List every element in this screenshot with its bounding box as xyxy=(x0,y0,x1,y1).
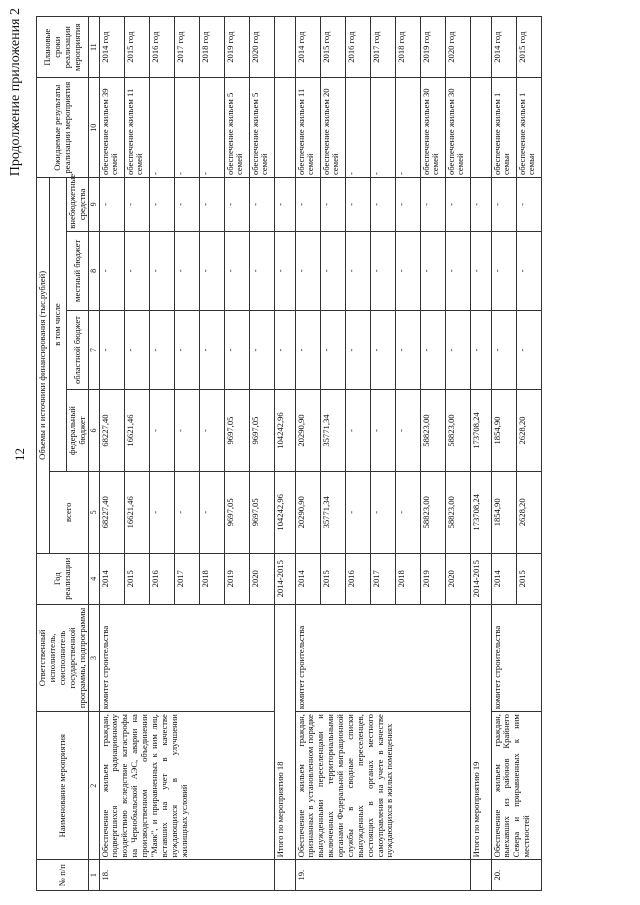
column-numbers-row xyxy=(89,17,99,891)
header-no: № п/п xyxy=(37,860,89,891)
result-cell: - xyxy=(345,78,370,178)
item-name: Обеспечение жильем граждан, выехавших из районов Крайнего Севера и приравненных к ним местностей xyxy=(491,712,541,860)
local-cell: - xyxy=(124,231,149,310)
regional-cell: - xyxy=(370,310,395,389)
term-cell: 2020 год xyxy=(249,17,274,78)
term-cell: 2018 год xyxy=(199,17,224,78)
total-cell: 68227,40 xyxy=(99,471,124,553)
total-row xyxy=(470,17,491,891)
result-cell: - xyxy=(199,78,224,178)
regional-cell: - xyxy=(224,310,249,389)
year-cell: 2015 xyxy=(124,553,149,604)
total-sum: 173708,24 xyxy=(470,471,491,553)
total-cell: 9697,05 xyxy=(249,471,274,553)
header-local: местный бюджет xyxy=(66,231,89,310)
year-cell: 2014 xyxy=(295,553,320,604)
federal-cell: - xyxy=(199,390,224,472)
extra-cell: - xyxy=(295,178,320,232)
item-number: 18. xyxy=(99,860,274,891)
total-extra: - xyxy=(470,178,491,232)
result-cell: - xyxy=(174,78,199,178)
local-cell: - xyxy=(99,231,124,310)
column-number: 1 xyxy=(89,860,99,891)
total-result-empty xyxy=(470,78,491,178)
header-funding: Объемы и источники финансирования (тыс.рублей) xyxy=(37,178,50,554)
total-cell: - xyxy=(149,471,174,553)
year-cell: 2015 xyxy=(516,553,541,604)
program-table xyxy=(36,16,542,891)
result-cell: - xyxy=(370,78,395,178)
result-cell: обеспечение жильем 5 семей xyxy=(249,78,274,178)
year-cell: 2019 xyxy=(224,553,249,604)
table-body xyxy=(99,17,541,891)
header-incl: в том числе xyxy=(49,178,66,472)
extra-cell: - xyxy=(174,178,199,232)
total-label: Итого по мероприятию 18 xyxy=(274,604,295,860)
local-cell: - xyxy=(445,231,470,310)
header-results: Ожидаемые результаты реализации мероприятия xyxy=(37,78,89,178)
local-cell: - xyxy=(345,231,370,310)
total-local: - xyxy=(274,231,295,310)
local-cell: - xyxy=(295,231,320,310)
total-extra: - xyxy=(274,178,295,232)
term-cell: 2019 год xyxy=(224,17,249,78)
term-cell: 2014 год xyxy=(295,17,320,78)
total-term-empty xyxy=(470,17,491,78)
year-cell: 2014 xyxy=(491,553,516,604)
extra-cell: - xyxy=(420,178,445,232)
item-responsible: комитет строительства xyxy=(491,604,541,711)
result-cell: обеспечение жильем 11 семей xyxy=(124,78,149,178)
federal-cell: - xyxy=(149,390,174,472)
local-cell: - xyxy=(491,231,516,310)
federal-cell: 16621,46 xyxy=(124,390,149,472)
total-label: Итого по мероприятию 19 xyxy=(470,604,491,860)
regional-cell: - xyxy=(124,310,149,389)
regional-cell: - xyxy=(516,310,541,389)
local-cell: - xyxy=(516,231,541,310)
result-cell: обеспечение жильем 20 семей xyxy=(320,78,345,178)
header-responsible: Ответственный исполнитель, соисполнитель государственной программы, подпрограммы xyxy=(37,604,89,711)
result-cell: - xyxy=(149,78,174,178)
item-name: Обеспечение жильем граждан, признанных в установленном порядке вынужденными переселенцами и включенных территориальными органами Федеральной миграционной службы в сводные списки вынужденных переселенцев, состоящих в органах местного самоуправления на учете в качестве нуждающихся в жилых помещениях xyxy=(295,712,470,860)
page-number: 12 xyxy=(12,448,27,461)
year-cell: 2020 xyxy=(445,553,470,604)
total-cell: 16621,46 xyxy=(124,471,149,553)
extra-cell: - xyxy=(249,178,274,232)
column-number: 9 xyxy=(89,178,99,232)
regional-cell: - xyxy=(445,310,470,389)
year-cell: 2016 xyxy=(149,553,174,604)
regional-cell: - xyxy=(199,310,224,389)
extra-cell: - xyxy=(124,178,149,232)
year-cell: 2017 xyxy=(370,553,395,604)
total-sum: 104242,96 xyxy=(274,471,295,553)
year-cell: 2015 xyxy=(320,553,345,604)
total-row xyxy=(274,17,295,891)
total-cell: 9697,05 xyxy=(224,471,249,553)
term-cell: 2015 год xyxy=(124,17,149,78)
result-cell: обеспечение жильем 1 семьи xyxy=(516,78,541,178)
header-terms: Плановые сроки реализации мероприятия xyxy=(37,17,89,78)
result-cell: обеспечение жильем 1 семьи xyxy=(491,78,516,178)
total-regional: - xyxy=(274,310,295,389)
total-term-empty xyxy=(274,17,295,78)
federal-cell: - xyxy=(174,390,199,472)
total-cell: 58823,00 xyxy=(445,471,470,553)
header-extra: внебюджетные средства xyxy=(66,178,89,232)
regional-cell: - xyxy=(174,310,199,389)
total-year: 2014-2015 xyxy=(470,553,491,604)
term-cell: 2017 год xyxy=(174,17,199,78)
total-federal: 173708,24 xyxy=(470,390,491,472)
federal-cell: 2628,20 xyxy=(516,390,541,472)
local-cell: - xyxy=(174,231,199,310)
local-cell: - xyxy=(249,231,274,310)
total-year: 2014-2015 xyxy=(274,553,295,604)
extra-cell: - xyxy=(320,178,345,232)
extra-cell: - xyxy=(345,178,370,232)
regional-cell: - xyxy=(249,310,274,389)
column-number: 5 xyxy=(89,471,99,553)
item-number: 19. xyxy=(295,860,470,891)
total-cell: 2628,20 xyxy=(516,471,541,553)
column-number: 2 xyxy=(89,712,99,860)
result-cell: обеспечение жильем 39 семей xyxy=(99,78,124,178)
column-number: 6 xyxy=(89,390,99,472)
term-cell: 2016 год xyxy=(149,17,174,78)
item-responsible: комитет строительства xyxy=(295,604,470,711)
local-cell: - xyxy=(224,231,249,310)
result-cell: обеспечение жильем 30 семей xyxy=(420,78,445,178)
total-empty xyxy=(274,860,295,891)
regional-cell: - xyxy=(420,310,445,389)
total-cell: - xyxy=(345,471,370,553)
regional-cell: - xyxy=(149,310,174,389)
column-number: 8 xyxy=(89,231,99,310)
table-row xyxy=(491,17,516,891)
extra-cell: - xyxy=(516,178,541,232)
table-row xyxy=(99,17,124,891)
continuation-title: Продолжение приложения 2 xyxy=(8,8,23,177)
year-cell: 2017 xyxy=(174,553,199,604)
column-number: 4 xyxy=(89,553,99,604)
term-cell: 2015 год xyxy=(516,17,541,78)
total-cell: 1854,90 xyxy=(491,471,516,553)
term-cell: 2016 год xyxy=(345,17,370,78)
year-cell: 2020 xyxy=(249,553,274,604)
extra-cell: - xyxy=(395,178,420,232)
total-regional: - xyxy=(470,310,491,389)
extra-cell: - xyxy=(149,178,174,232)
local-cell: - xyxy=(395,231,420,310)
total-cell: 20290,90 xyxy=(295,471,320,553)
local-cell: - xyxy=(149,231,174,310)
extra-cell: - xyxy=(445,178,470,232)
column-number: 10 xyxy=(89,78,99,178)
local-cell: - xyxy=(370,231,395,310)
term-cell: 2019 год xyxy=(420,17,445,78)
column-number: 3 xyxy=(89,604,99,711)
year-cell: 2019 xyxy=(420,553,445,604)
item-number: 20. xyxy=(491,860,541,891)
result-cell: обеспечение жильем 5 семей xyxy=(224,78,249,178)
local-cell: - xyxy=(420,231,445,310)
total-cell: - xyxy=(370,471,395,553)
regional-cell: - xyxy=(345,310,370,389)
total-cell: 35771,34 xyxy=(320,471,345,553)
regional-cell: - xyxy=(320,310,345,389)
federal-cell: - xyxy=(395,390,420,472)
federal-cell: - xyxy=(370,390,395,472)
result-cell: обеспечение жильем 11 семей xyxy=(295,78,320,178)
regional-cell: - xyxy=(295,310,320,389)
total-cell: 58823,00 xyxy=(420,471,445,553)
year-cell: 2016 xyxy=(345,553,370,604)
result-cell: обеспечение жильем 30 семей xyxy=(445,78,470,178)
header-total: всего xyxy=(49,471,89,553)
extra-cell: - xyxy=(370,178,395,232)
term-cell: 2018 год xyxy=(395,17,420,78)
term-cell: 2014 год xyxy=(99,17,124,78)
federal-cell: 9697,05 xyxy=(224,390,249,472)
header-federal: федеральный бюджет xyxy=(66,390,89,472)
item-name: Обеспечение жильем граждан, подвергшихся радиационному воздействию вследствие катастрофы на Чернобыльской АЭС, аварии на производственном объединении "Маяк", и приравненных к ним лиц, вставших на учет в качестве нуждающихся в улучшении жилищных условий xyxy=(99,712,274,860)
year-cell: 2018 xyxy=(199,553,224,604)
extra-cell: - xyxy=(99,178,124,232)
federal-cell: - xyxy=(345,390,370,472)
extra-cell: - xyxy=(199,178,224,232)
regional-cell: - xyxy=(491,310,516,389)
total-cell: - xyxy=(199,471,224,553)
regional-cell: - xyxy=(395,310,420,389)
total-empty xyxy=(470,860,491,891)
federal-cell: 68227,40 xyxy=(99,390,124,472)
year-cell: 2018 xyxy=(395,553,420,604)
table-row xyxy=(295,17,320,891)
column-number: 11 xyxy=(89,17,99,78)
total-result-empty xyxy=(274,78,295,178)
item-responsible: комитет строительства xyxy=(99,604,274,711)
header-regional: областной бюджет xyxy=(66,310,89,389)
column-number: 7 xyxy=(89,310,99,389)
regional-cell: - xyxy=(99,310,124,389)
extra-cell: - xyxy=(224,178,249,232)
extra-cell: - xyxy=(491,178,516,232)
federal-cell: 58823,00 xyxy=(445,390,470,472)
result-cell: - xyxy=(395,78,420,178)
total-federal: 104242,96 xyxy=(274,390,295,472)
federal-cell: 35771,34 xyxy=(320,390,345,472)
federal-cell: 9697,05 xyxy=(249,390,274,472)
total-cell: - xyxy=(395,471,420,553)
total-cell: - xyxy=(174,471,199,553)
term-cell: 2015 год xyxy=(320,17,345,78)
local-cell: - xyxy=(199,231,224,310)
total-local: - xyxy=(470,231,491,310)
federal-cell: 20290,90 xyxy=(295,390,320,472)
federal-cell: 58823,00 xyxy=(420,390,445,472)
year-cell: 2014 xyxy=(99,553,124,604)
local-cell: - xyxy=(320,231,345,310)
header-name: Наименование мероприятия xyxy=(37,712,89,860)
term-cell: 2020 год xyxy=(445,17,470,78)
federal-cell: 1854,90 xyxy=(491,390,516,472)
term-cell: 2017 год xyxy=(370,17,395,78)
term-cell: 2014 год xyxy=(491,17,516,78)
header-year: Год реализации xyxy=(37,553,89,604)
